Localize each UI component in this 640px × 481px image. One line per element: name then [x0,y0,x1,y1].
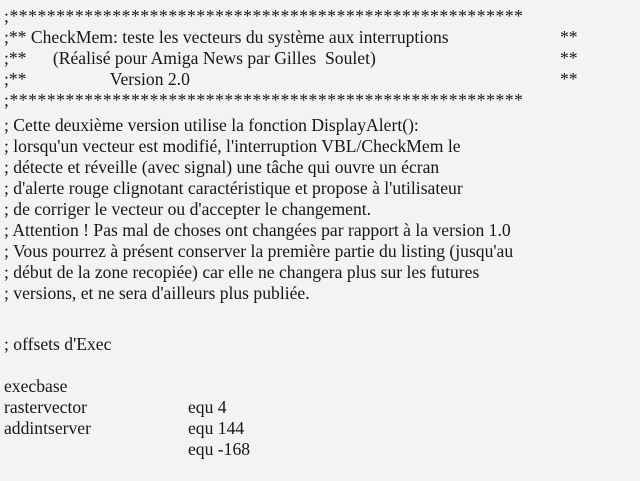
header-version-end: ** [560,69,578,89]
equate-value: equ -168 [188,439,251,459]
equate-row [0,397,640,481]
header-title-end: ** [560,27,578,47]
comment-line: ; Vous pourrez à présent conserver la première partie du listing (jusqu'au [4,241,514,261]
comment-line: ; versions, et ne sera d'ailleurs plus publiée. [4,283,310,303]
comment-line: ; Cette deuxième version utilise la fonction DisplayAlert(): [4,115,419,135]
equate-value: equ 144 [188,418,245,438]
offsets-comment: ; offsets d'Exec [4,334,112,354]
header-author: ;** (Réalisé pour Amiga News par Gilles Soulet) [4,48,376,68]
comment-line: ; de corriger le vecteur ou d'accepter le changement. [4,199,372,219]
header-author-end: ** [560,48,578,68]
equate-name: execbase [4,376,68,396]
equate-name: rastervector [4,397,88,417]
equate-value: equ 4 [188,397,227,417]
header-stars-bottom: ;******************************************************* [4,90,524,110]
header-stars-top: ;******************************************************* [4,6,524,26]
equate-name: addintserver [4,418,91,438]
comment-line: ; Attention ! Pas mal de choses ont changées par rapport à la version 1.0 [4,220,511,240]
comment-line: ; début de la zone recopiée) car elle ne changera plus sur les futures [4,262,480,282]
comment-line: ; lorsqu'un vecteur est modifié, l'interruption VBL/CheckMem le [4,136,461,156]
header-version: ;** Version 2.0 [4,69,190,89]
comment-line: ; d'alerte rouge clignotant caractéristique et propose à l'utilisateur [4,178,463,198]
comment-line: ; détecte et réveille (avec signal) une tâche qui ouvre un écran [4,157,440,177]
header-title: ;** CheckMem: teste les vecteurs du système aux interruptions [4,27,449,47]
